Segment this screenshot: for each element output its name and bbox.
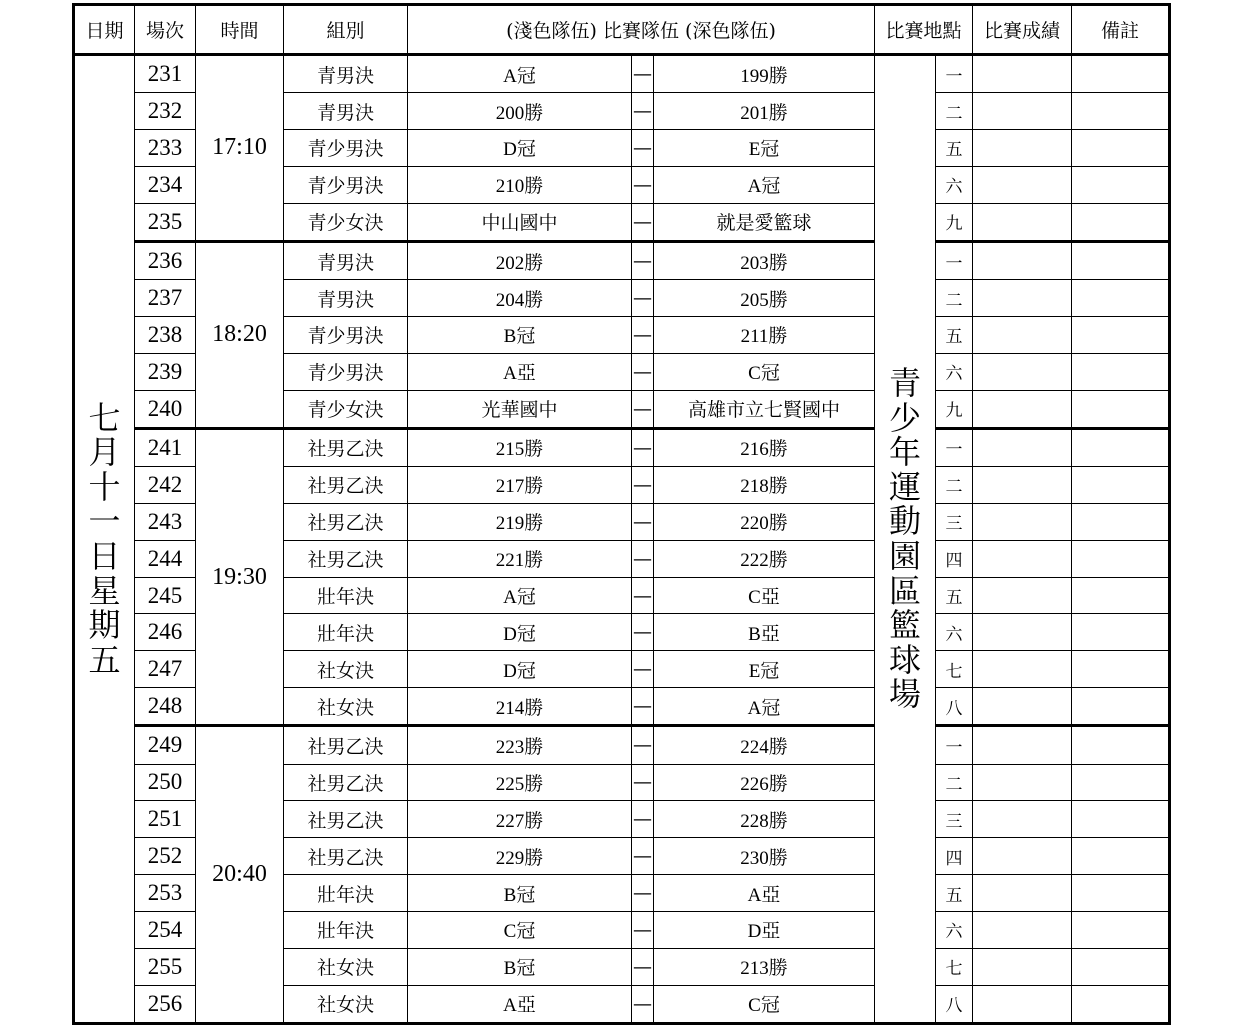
dark-team: 211勝 — [654, 316, 875, 353]
header-match-no: 場次 — [135, 5, 196, 55]
court-number: 五 — [936, 875, 973, 912]
time-cell: 18:20 — [196, 241, 284, 428]
match-number: 247 — [135, 651, 196, 688]
header-venue: 比賽地點 — [875, 5, 973, 55]
time-cell: 19:30 — [196, 428, 284, 726]
remarks-cell — [1072, 838, 1170, 875]
result-cell — [973, 838, 1072, 875]
remarks-cell — [1072, 316, 1170, 353]
light-team: D冠 — [408, 651, 632, 688]
light-team: 229勝 — [408, 838, 632, 875]
light-team: 217勝 — [408, 467, 632, 504]
result-cell — [973, 503, 1072, 540]
match-row — [74, 428, 1170, 466]
result-cell — [973, 280, 1072, 317]
dark-team: 220勝 — [654, 503, 875, 540]
division-cell: 壯年決 — [284, 614, 408, 651]
venue-char: 運 — [889, 467, 922, 506]
division-cell: 社男乙決 — [284, 540, 408, 577]
versus-dash: — — [632, 467, 654, 504]
remarks-cell — [1072, 280, 1170, 317]
remarks-cell — [1072, 241, 1170, 279]
division-cell: 社男乙決 — [284, 801, 408, 838]
court-number: 二 — [936, 764, 973, 801]
light-team: B冠 — [408, 948, 632, 985]
header-date: 日期 — [74, 5, 135, 55]
venue-char: 青 — [889, 364, 922, 403]
court-number: 五 — [936, 577, 973, 614]
dark-team: 205勝 — [654, 280, 875, 317]
match-number: 232 — [135, 93, 196, 130]
light-team: 200勝 — [408, 93, 632, 130]
division-cell: 青男決 — [284, 55, 408, 93]
versus-dash: — — [632, 651, 654, 688]
result-cell — [973, 428, 1072, 466]
versus-dash: — — [632, 316, 654, 353]
remarks-cell — [1072, 166, 1170, 203]
division-cell: 青少男決 — [284, 316, 408, 353]
date-char: 星 — [88, 571, 121, 610]
match-number: 236 — [135, 241, 196, 279]
versus-dash: — — [632, 390, 654, 428]
dark-team: 201勝 — [654, 93, 875, 130]
match-number: 256 — [135, 985, 196, 1023]
result-cell — [973, 540, 1072, 577]
remarks-cell — [1072, 503, 1170, 540]
division-cell: 青少男決 — [284, 130, 408, 167]
result-cell — [973, 577, 1072, 614]
match-number: 234 — [135, 166, 196, 203]
light-team: A冠 — [408, 577, 632, 614]
dark-team: A冠 — [654, 166, 875, 203]
court-number: 一 — [936, 241, 973, 279]
dark-team: 199勝 — [654, 55, 875, 93]
date-cell — [74, 55, 135, 1024]
header-remarks: 備註 — [1072, 5, 1170, 55]
light-team: 221勝 — [408, 540, 632, 577]
match-number: 246 — [135, 614, 196, 651]
division-cell: 社女決 — [284, 688, 408, 726]
versus-dash: — — [632, 726, 654, 764]
court-number: 二 — [936, 280, 973, 317]
match-number: 237 — [135, 280, 196, 317]
versus-dash: — — [632, 503, 654, 540]
match-number: 233 — [135, 130, 196, 167]
result-cell — [973, 726, 1072, 764]
light-team: 光華國中 — [408, 390, 632, 428]
versus-dash: — — [632, 688, 654, 726]
dark-team: C亞 — [654, 577, 875, 614]
dark-team: C冠 — [654, 353, 875, 390]
dark-team: B亞 — [654, 614, 875, 651]
date-char: 日 — [88, 537, 121, 575]
remarks-cell — [1072, 540, 1170, 577]
light-team: A亞 — [408, 353, 632, 390]
light-team: A冠 — [408, 55, 632, 93]
match-row — [74, 726, 1170, 764]
court-number: 一 — [936, 55, 973, 93]
dark-team: 216勝 — [654, 428, 875, 466]
light-team: 中山國中 — [408, 203, 632, 241]
match-number: 253 — [135, 875, 196, 912]
versus-dash: — — [632, 577, 654, 614]
division-cell: 社男乙決 — [284, 503, 408, 540]
court-number: 二 — [936, 93, 973, 130]
remarks-cell — [1072, 651, 1170, 688]
venue-char: 年 — [889, 433, 922, 472]
venue-char: 動 — [889, 502, 922, 541]
division-cell: 青男決 — [284, 93, 408, 130]
light-team: 219勝 — [408, 503, 632, 540]
remarks-cell — [1072, 911, 1170, 948]
court-number: 六 — [936, 166, 973, 203]
versus-dash: — — [632, 166, 654, 203]
dark-team: A亞 — [654, 875, 875, 912]
court-number: 四 — [936, 540, 973, 577]
remarks-cell — [1072, 577, 1170, 614]
dark-team: 203勝 — [654, 241, 875, 279]
remarks-cell — [1072, 428, 1170, 466]
dark-team: E冠 — [654, 651, 875, 688]
light-team: 215勝 — [408, 428, 632, 466]
light-team: A亞 — [408, 985, 632, 1023]
venue-char: 籃 — [889, 606, 922, 645]
header-row — [74, 5, 1170, 55]
light-team: D冠 — [408, 614, 632, 651]
versus-dash: — — [632, 130, 654, 167]
match-number: 249 — [135, 726, 196, 764]
versus-dash: — — [632, 801, 654, 838]
court-number: 一 — [936, 726, 973, 764]
match-number: 254 — [135, 911, 196, 948]
header-time: 時間 — [196, 5, 284, 55]
division-cell: 青男決 — [284, 280, 408, 317]
result-cell — [973, 688, 1072, 726]
result-cell — [973, 241, 1072, 279]
remarks-cell — [1072, 801, 1170, 838]
dark-team: 218勝 — [654, 467, 875, 504]
match-number: 245 — [135, 577, 196, 614]
remarks-cell — [1072, 203, 1170, 241]
match-number: 231 — [135, 55, 196, 93]
header-teams: (淺色隊伍) 比賽隊伍 (深色隊伍) — [408, 5, 875, 55]
result-cell — [973, 390, 1072, 428]
light-team: D冠 — [408, 130, 632, 167]
result-cell — [973, 353, 1072, 390]
versus-dash: — — [632, 241, 654, 279]
schedule-body — [74, 55, 1170, 1024]
time-cell: 17:10 — [196, 55, 284, 242]
court-number: 八 — [936, 688, 973, 726]
match-row — [74, 55, 1170, 93]
venue-char: 場 — [889, 675, 922, 714]
versus-dash: — — [632, 280, 654, 317]
versus-dash: — — [632, 428, 654, 466]
match-number: 244 — [135, 540, 196, 577]
match-number: 250 — [135, 764, 196, 801]
match-number: 255 — [135, 948, 196, 985]
result-cell — [973, 948, 1072, 985]
division-cell: 壯年決 — [284, 911, 408, 948]
dark-team: E冠 — [654, 130, 875, 167]
result-cell — [973, 614, 1072, 651]
division-cell: 青少男決 — [284, 353, 408, 390]
division-cell: 青少女決 — [284, 203, 408, 241]
result-cell — [973, 316, 1072, 353]
division-cell: 壯年決 — [284, 577, 408, 614]
versus-dash: — — [632, 948, 654, 985]
division-cell: 青男決 — [284, 241, 408, 279]
light-team: 225勝 — [408, 764, 632, 801]
result-cell — [973, 801, 1072, 838]
remarks-cell — [1072, 130, 1170, 167]
versus-dash: — — [632, 540, 654, 577]
dark-team: 高雄市立七賢國中 — [654, 390, 875, 428]
dark-team: 就是愛籃球 — [654, 203, 875, 241]
match-number: 235 — [135, 203, 196, 241]
match-number: 248 — [135, 688, 196, 726]
venue-char: 區 — [889, 571, 922, 610]
remarks-cell — [1072, 353, 1170, 390]
versus-dash: — — [632, 614, 654, 651]
remarks-cell — [1072, 390, 1170, 428]
court-number: 八 — [936, 985, 973, 1023]
versus-dash: — — [632, 55, 654, 93]
dark-team: C冠 — [654, 985, 875, 1023]
remarks-cell — [1072, 948, 1170, 985]
date-char: 一 — [88, 502, 121, 541]
dark-team: 213勝 — [654, 948, 875, 985]
light-team: B冠 — [408, 875, 632, 912]
light-team: 202勝 — [408, 241, 632, 279]
venue-char: 球 — [889, 640, 922, 679]
schedule-table — [72, 3, 1171, 1025]
time-cell: 20:40 — [196, 726, 284, 1024]
header-result: 比賽成績 — [973, 5, 1072, 55]
match-number: 240 — [135, 390, 196, 428]
division-cell: 社女決 — [284, 985, 408, 1023]
remarks-cell — [1072, 55, 1170, 93]
light-team: 223勝 — [408, 726, 632, 764]
result-cell — [973, 764, 1072, 801]
court-number: 七 — [936, 651, 973, 688]
date-char: 十 — [88, 467, 121, 506]
result-cell — [973, 985, 1072, 1023]
venue-char: 園 — [889, 537, 922, 575]
division-cell: 社男乙決 — [284, 726, 408, 764]
dark-team: 222勝 — [654, 540, 875, 577]
dark-team: 226勝 — [654, 764, 875, 801]
light-team: B冠 — [408, 316, 632, 353]
versus-dash: — — [632, 93, 654, 130]
court-number: 六 — [936, 353, 973, 390]
result-cell — [973, 93, 1072, 130]
result-cell — [973, 911, 1072, 948]
court-number: 三 — [936, 801, 973, 838]
result-cell — [973, 203, 1072, 241]
match-number: 238 — [135, 316, 196, 353]
court-number: 六 — [936, 911, 973, 948]
light-team: 227勝 — [408, 801, 632, 838]
division-cell: 社男乙決 — [284, 764, 408, 801]
versus-dash: — — [632, 838, 654, 875]
date-char: 期 — [88, 606, 121, 645]
result-cell — [973, 55, 1072, 93]
court-number: 五 — [936, 316, 973, 353]
versus-dash: — — [632, 875, 654, 912]
header-division: 組別 — [284, 5, 408, 55]
court-number: 二 — [936, 467, 973, 504]
venue-char: 少 — [889, 398, 922, 437]
remarks-cell — [1072, 764, 1170, 801]
light-team: 214勝 — [408, 688, 632, 726]
versus-dash: — — [632, 911, 654, 948]
result-cell — [973, 166, 1072, 203]
date-char: 五 — [88, 640, 121, 679]
division-cell: 社男乙決 — [284, 838, 408, 875]
remarks-cell — [1072, 985, 1170, 1023]
remarks-cell — [1072, 614, 1170, 651]
match-row — [74, 241, 1170, 279]
division-cell: 壯年決 — [284, 875, 408, 912]
court-number: 一 — [936, 428, 973, 466]
court-number: 四 — [936, 838, 973, 875]
division-cell: 青少女決 — [284, 390, 408, 428]
remarks-cell — [1072, 875, 1170, 912]
remarks-cell — [1072, 688, 1170, 726]
court-number: 七 — [936, 948, 973, 985]
match-number: 252 — [135, 838, 196, 875]
versus-dash: — — [632, 764, 654, 801]
match-number: 241 — [135, 428, 196, 466]
division-cell: 社男乙決 — [284, 428, 408, 466]
light-team: 210勝 — [408, 166, 632, 203]
result-cell — [973, 875, 1072, 912]
match-number: 242 — [135, 467, 196, 504]
versus-dash: — — [632, 203, 654, 241]
division-cell: 社女決 — [284, 948, 408, 985]
court-number: 六 — [936, 614, 973, 651]
result-cell — [973, 130, 1072, 167]
match-number: 251 — [135, 801, 196, 838]
dark-team: 224勝 — [654, 726, 875, 764]
court-number: 三 — [936, 503, 973, 540]
dark-team: D亞 — [654, 911, 875, 948]
division-cell: 社男乙決 — [284, 467, 408, 504]
date-char: 月 — [88, 433, 121, 472]
versus-dash: — — [632, 353, 654, 390]
dark-team: 230勝 — [654, 838, 875, 875]
date-char: 七 — [88, 398, 121, 437]
match-number: 243 — [135, 503, 196, 540]
division-cell: 社女決 — [284, 651, 408, 688]
court-number: 五 — [936, 130, 973, 167]
match-number: 239 — [135, 353, 196, 390]
court-number: 九 — [936, 203, 973, 241]
dark-team: 228勝 — [654, 801, 875, 838]
versus-dash: — — [632, 985, 654, 1023]
court-number: 九 — [936, 390, 973, 428]
result-cell — [973, 651, 1072, 688]
remarks-cell — [1072, 726, 1170, 764]
light-team: 204勝 — [408, 280, 632, 317]
remarks-cell — [1072, 93, 1170, 130]
remarks-cell — [1072, 467, 1170, 504]
division-cell: 青少男決 — [284, 166, 408, 203]
light-team: C冠 — [408, 911, 632, 948]
result-cell — [973, 467, 1072, 504]
venue-cell — [875, 55, 936, 1024]
dark-team: A冠 — [654, 688, 875, 726]
